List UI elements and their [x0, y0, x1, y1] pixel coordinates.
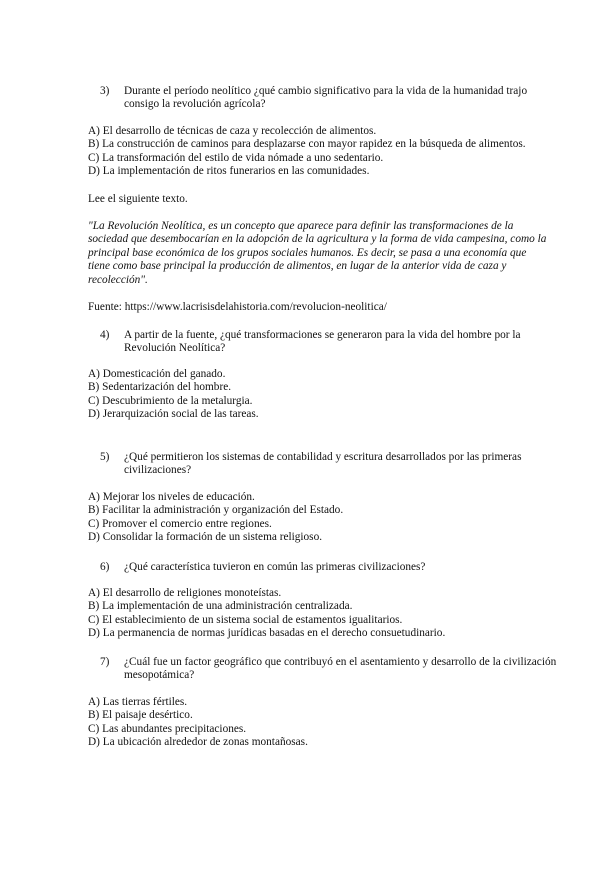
options-5	[88, 491, 568, 545]
reading-quote: "La Revolución Neolítica, es un concepto que aparece para definir las transformaciones de la sociedad que desembocarían en la adopción de la agricultura y la forma de vida campesina, como la principal base económica de los grupos sociales humanos. Es decir, se pasa a una economía que tiene como base principal la producción de alimentos, en lugar de la anterior vida de caza y recolección".	[88, 220, 547, 286]
option-d: D) La implementación de ritos funerarios en las comunidades.	[88, 165, 370, 178]
option-a: A) El desarrollo de técnicas de caza y recolección de alimentos.	[88, 125, 377, 137]
question-number: 6)	[100, 561, 110, 573]
question-3	[88, 85, 558, 112]
reading-source: Fuente: https://www.lacrisisdelahistoria.com/revolucion-neolitica/	[88, 301, 387, 313]
question-number: 7)	[100, 656, 110, 668]
option-a: A) El desarrollo de religiones monoteístas.	[88, 587, 282, 599]
options-3	[88, 125, 568, 179]
question-6	[88, 561, 558, 574]
question-text: ¿Qué permitieron los sistemas de contabilidad y escritura desarrollados por las primeras civilizaciones?	[124, 451, 522, 477]
question-text: A partir de la fuente, ¿qué transformaciones se generaron para la vida del hombre por la Revolución Neolítica?	[124, 329, 521, 355]
options-6	[88, 587, 568, 641]
option-d: D) Jerarquización social de las tareas.	[88, 408, 259, 421]
option-c: C) El establecimiento de un sistema social de estamentos igualitarios.	[88, 613, 403, 626]
question-text: ¿Cuál fue un factor geográfico que contribuyó en el asentamiento y desarrollo de la civilización mesopotámica?	[124, 656, 557, 682]
options-7	[88, 696, 568, 750]
option-b: B) La construcción de caminos para desplazarse con mayor rapidez en la búsqueda de alimentos.	[88, 138, 526, 151]
question-number: 3)	[100, 85, 110, 97]
option-b: B) La implementación de una administración centralizada.	[88, 600, 353, 613]
option-a: A) Las tierras fértiles.	[88, 696, 188, 708]
option-d: D) Consolidar la formación de un sistema religioso.	[88, 531, 323, 544]
option-d: D) La ubicación alrededor de zonas montañosas.	[88, 736, 308, 749]
option-d: D) La permanencia de normas jurídicas basadas en el derecho consuetudinario.	[88, 627, 446, 640]
option-c: C) Promover el comercio entre regiones.	[88, 517, 272, 530]
reading-instruction: Lee el siguiente texto.	[88, 193, 188, 205]
option-b: B) Sedentarización del hombre.	[88, 381, 232, 394]
question-5	[88, 451, 558, 478]
question-number: 5)	[100, 451, 110, 463]
options-4	[88, 368, 568, 422]
question-7	[88, 656, 558, 683]
question-4	[88, 329, 558, 356]
option-b: B) Facilitar la administración y organización del Estado.	[88, 504, 344, 517]
option-b: B) El paisaje desértico.	[88, 709, 193, 722]
option-c: C) La transformación del estilo de vida nómade a uno sedentario.	[88, 151, 384, 164]
option-c: C) Las abundantes precipitaciones.	[88, 722, 247, 735]
question-text: ¿Qué característica tuvieron en común las primeras civilizaciones?	[124, 561, 426, 573]
option-a: A) Domesticación del ganado.	[88, 368, 226, 380]
option-a: A) Mejorar los niveles de educación.	[88, 491, 255, 503]
question-text: Durante el período neolítico ¿qué cambio significativo para la vida de la humanidad trajo consigo la revolución agrícola?	[124, 85, 528, 111]
question-number: 4)	[100, 329, 110, 341]
option-c: C) Descubrimiento de la metalurgia.	[88, 394, 253, 407]
